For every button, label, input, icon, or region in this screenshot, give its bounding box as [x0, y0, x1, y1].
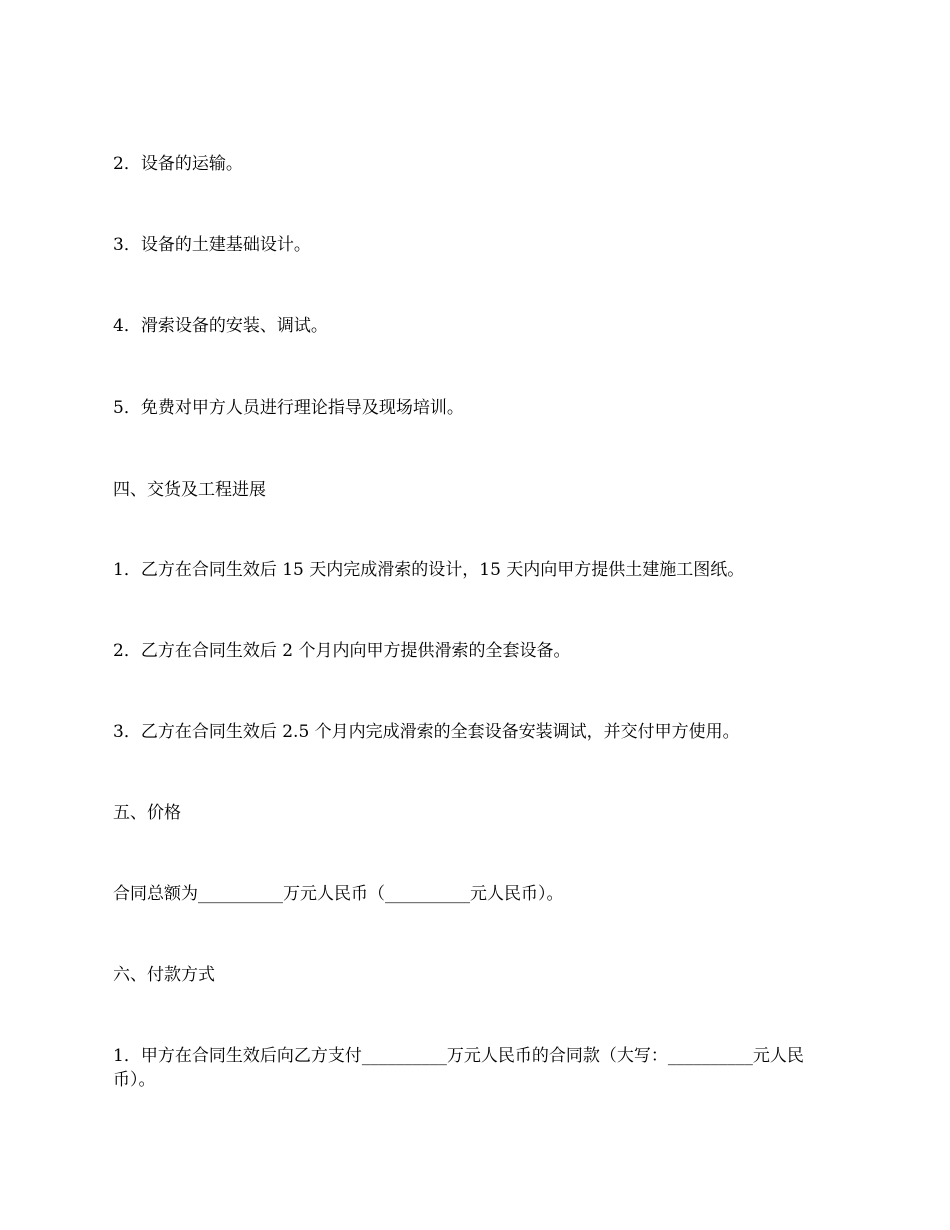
- section-heading-price: 五、价格: [113, 803, 181, 823]
- price-total-amount: 合同总额为__________万元人民币（__________元人民币）。: [113, 884, 564, 904]
- item-installation-debugging: 4．滑索设备的安装、调试。: [113, 316, 328, 336]
- delivery-item-design: 1．乙方在合同生效后 15 天内完成滑索的设计，15 天内向甲方提供土建施工图纸。: [113, 560, 745, 580]
- item-free-training: 5．免费对甲方人员进行理论指导及现场培训。: [113, 398, 464, 418]
- item-equipment-transport: 2．设备的运输。: [113, 154, 243, 174]
- delivery-item-equipment: 2．乙方在合同生效后 2 个月内向甲方提供滑索的全套设备。: [113, 641, 571, 661]
- delivery-item-installation: 3．乙方在合同生效后 2.5 个月内完成滑索的全套设备安装调试，并交付甲方使用。: [113, 722, 740, 742]
- payment-item-first: 1．甲方在合同生效后向乙方支付__________万元人民币的合同款（大写：__________元人民币）。: [113, 1046, 804, 1090]
- section-heading-delivery: 四、交货及工程进展: [113, 480, 266, 500]
- section-heading-payment: 六、付款方式: [113, 965, 215, 985]
- item-civil-foundation-design: 3．设备的土建基础设计。: [113, 235, 311, 255]
